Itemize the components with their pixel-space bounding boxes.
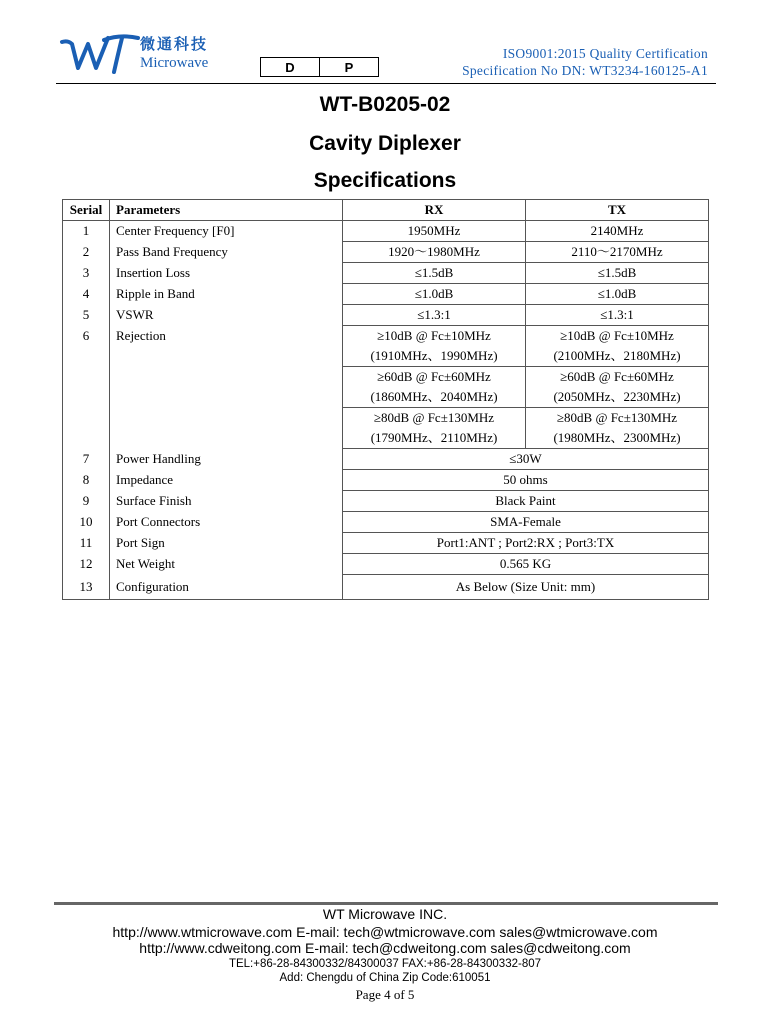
header-serial: Serial (63, 200, 110, 221)
iso-certification: ISO9001:2015 Quality Certification (502, 46, 708, 61)
table-row-rejection (63, 367, 709, 388)
parameter-cell: Ripple in Band (110, 284, 343, 305)
parameter-cell: Insertion Loss (110, 263, 343, 284)
tx-cell: ≥80dB @ Fc±130MHz (526, 408, 709, 429)
model-title: WT-B0205-02 (319, 93, 451, 116)
table-row-rejection (63, 346, 709, 367)
table-row (63, 284, 709, 305)
tx-cell: (1980MHz、2300MHz) (526, 428, 709, 449)
table-row (63, 449, 709, 470)
logo-chinese-name: 微通科技 (140, 35, 209, 53)
value-cell: 0.565 KG (343, 554, 709, 575)
serial-cell: 8 (63, 470, 110, 491)
table-row (63, 491, 709, 512)
parameter-cell: Net Weight (110, 554, 343, 575)
rx-cell: ≥80dB @ Fc±130MHz (343, 408, 526, 429)
serial-cell: 13 (63, 575, 110, 600)
footer-address: Add: Chengdu of China Zip Code:610051 (279, 972, 491, 984)
serial-cell: 9 (63, 491, 110, 512)
table-row (63, 242, 709, 263)
rx-cell: ≤1.0dB (343, 284, 526, 305)
tx-cell: (2050MHz、2230MHz) (526, 387, 709, 408)
tx-cell: (2100MHz、2180MHz) (526, 346, 709, 367)
serial-cell: 5 (63, 305, 110, 326)
value-cell: 50 ohms (343, 470, 709, 491)
serial-cell: 11 (63, 533, 110, 554)
header-rx: RX (343, 200, 526, 221)
rx-cell: ≤1.5dB (343, 263, 526, 284)
rx-cell: (1790MHz、2110MHz) (343, 428, 526, 449)
serial-cell: 4 (63, 284, 110, 305)
tx-cell: ≥10dB @ Fc±10MHz (526, 326, 709, 347)
serial-cell: 12 (63, 554, 110, 575)
parameter-cell: Pass Band Frequency (110, 242, 343, 263)
section-title: Specifications (313, 169, 457, 192)
table-row-rejection (63, 387, 709, 408)
parameter-cell: Impedance (110, 470, 343, 491)
footer-contact-cdweitong: http://www.cdweitong.com E-mail: tech@cdweitong.com sales@cdweitong.com (139, 940, 631, 956)
serial-cell: 1 (63, 221, 110, 242)
value-cell: Black Paint (343, 491, 709, 512)
specification-number: Specification No DN: WT3234-160125-A1 (462, 63, 708, 78)
value-cell: ≤30W (343, 449, 709, 470)
table-row-rejection (63, 428, 709, 449)
parameter-cell: Surface Finish (110, 491, 343, 512)
header-tx: TX (526, 200, 709, 221)
table-row (63, 305, 709, 326)
value-cell: Port1:ANT ; Port2:RX ; Port3:TX (343, 533, 709, 554)
table-row-rejection (63, 326, 709, 347)
table-row (63, 554, 709, 575)
table-row (63, 512, 709, 533)
tx-cell: 2110～2170MHz (526, 242, 709, 263)
serial-cell: 6 (63, 326, 110, 347)
tx-cell: ≤1.0dB (526, 284, 709, 305)
footer-divider (54, 902, 718, 905)
rx-cell: ≥10dB @ Fc±10MHz (343, 326, 526, 347)
rx-cell: 1950MHz (343, 221, 526, 242)
parameter-cell: VSWR (110, 305, 343, 326)
table-row-rejection (63, 408, 709, 429)
footer-contact-wtmicrowave: http://www.wtmicrowave.com E-mail: tech@wtmicrowave.com sales@wtmicrowave.com (112, 924, 658, 940)
rx-cell: (1860MHz、2040MHz) (343, 387, 526, 408)
header-parameters: Parameters (110, 200, 343, 221)
parameter-cell: Rejection (110, 326, 343, 347)
rx-cell: ≤1.3:1 (343, 305, 526, 326)
parameter-cell: Power Handling (110, 449, 343, 470)
doc-box-d: D (260, 57, 320, 77)
rx-cell: (1910MHz、1990MHz) (343, 346, 526, 367)
footer-phone-fax: TEL:+86-28-84300332/84300037 FAX:+86-28-84300332-807 (228, 958, 542, 970)
doc-box-p: P (319, 57, 379, 77)
table-row (63, 470, 709, 491)
parameter-cell: Center Frequency [F0] (110, 221, 343, 242)
page-number: Page 4 of 5 (355, 987, 415, 1002)
table-row (63, 221, 709, 242)
specifications-table (62, 199, 709, 600)
table-row (63, 263, 709, 284)
value-cell: SMA-Female (343, 512, 709, 533)
parameter-cell: Port Connectors (110, 512, 343, 533)
product-title: Cavity Diplexer (309, 132, 461, 155)
table-header-row (63, 200, 709, 221)
logo-english-name: Microwave (140, 55, 209, 71)
tx-cell: ≥60dB @ Fc±60MHz (526, 367, 709, 388)
table-row (63, 575, 709, 600)
serial-cell: 3 (63, 263, 110, 284)
serial-cell: 10 (63, 512, 110, 533)
header-divider (56, 83, 716, 84)
tx-cell: ≤1.3:1 (526, 305, 709, 326)
table-row (63, 533, 709, 554)
rx-cell: 1920～1980MHz (343, 242, 526, 263)
rx-cell: ≥60dB @ Fc±60MHz (343, 367, 526, 388)
serial-cell: 7 (63, 449, 110, 470)
parameter-cell: Port Sign (110, 533, 343, 554)
parameter-cell: Configuration (110, 575, 343, 600)
serial-cell: 2 (63, 242, 110, 263)
tx-cell: ≤1.5dB (526, 263, 709, 284)
footer-company: WT Microwave INC. (322, 906, 448, 922)
value-cell: As Below (Size Unit: mm) (343, 575, 709, 600)
tx-cell: 2140MHz (526, 221, 709, 242)
